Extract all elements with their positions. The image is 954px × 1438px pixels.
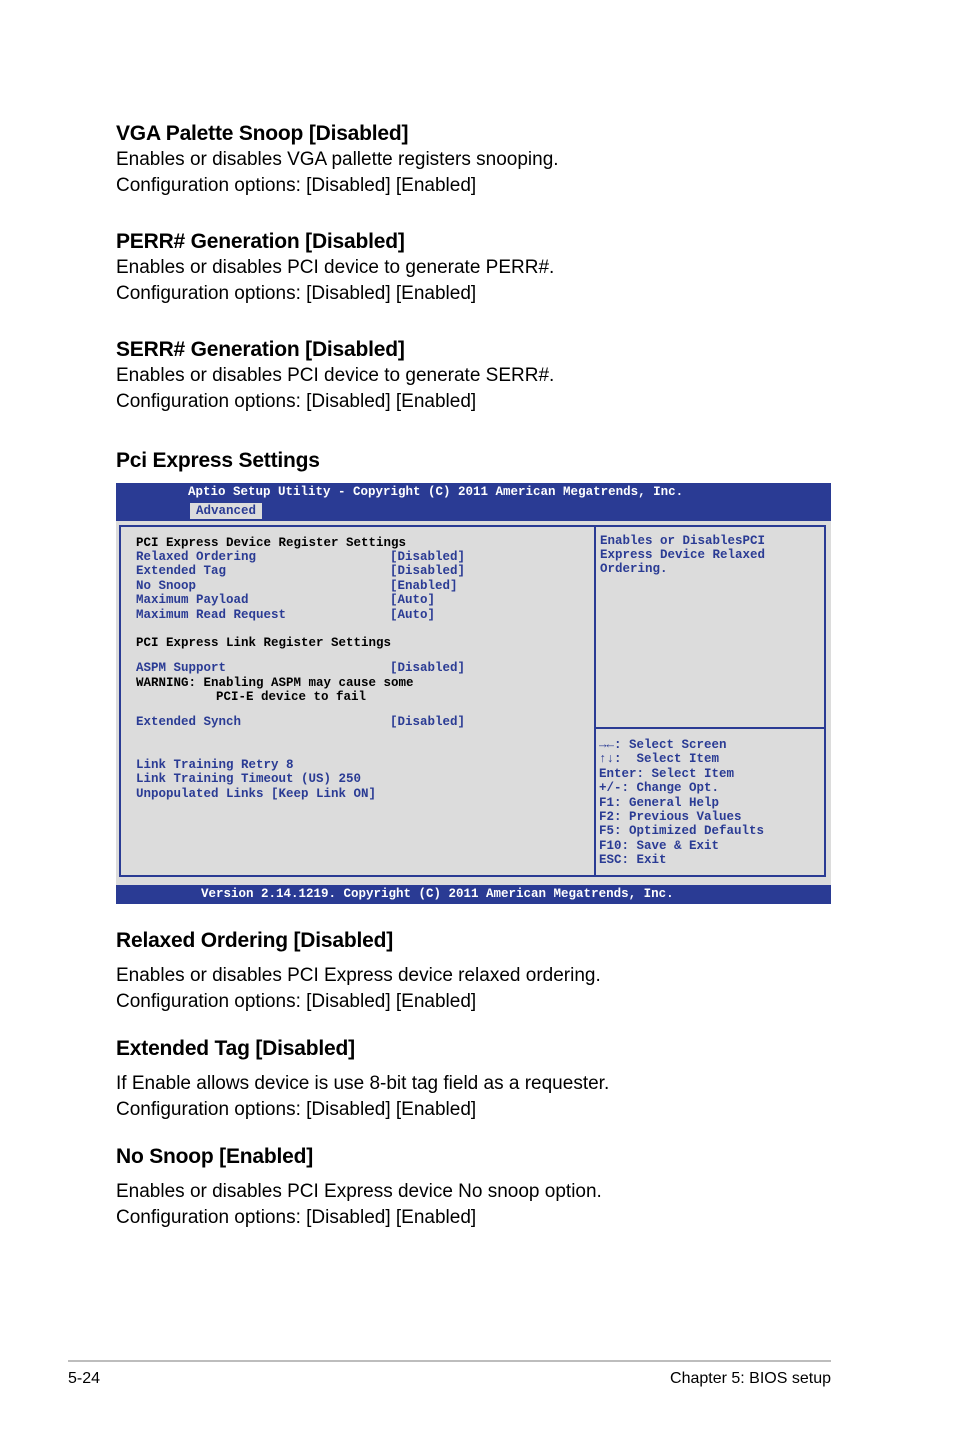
section-vga-palette-snoop bbox=[116, 121, 836, 199]
menu-item-extended-tag[interactable]: Extended Tag bbox=[136, 564, 227, 578]
section-heading: Extended Tag [Disabled] bbox=[116, 1037, 355, 1060]
menu-item-unpopulated-links[interactable]: Unpopulated Links [Keep Link ON] bbox=[136, 787, 377, 801]
menu-item-aspm-support[interactable]: ASPM Support bbox=[136, 661, 227, 675]
section-serr-generation bbox=[116, 337, 836, 415]
section-description: Enables or disables VGA pallette registers snooping. bbox=[116, 149, 559, 170]
key-hint: F5: Optimized Defaults bbox=[599, 824, 765, 838]
section-no-snoop bbox=[116, 1144, 836, 1231]
bios-screen bbox=[116, 483, 831, 904]
link-settings-header: PCI Express Link Register Settings bbox=[136, 636, 392, 650]
page-number: 5-24 bbox=[68, 1370, 101, 1387]
section-heading: No Snoop [Enabled] bbox=[116, 1145, 314, 1168]
section-heading: Relaxed Ordering [Disabled] bbox=[116, 929, 394, 952]
section-extended-tag bbox=[116, 1036, 836, 1123]
section-options: Configuration options: [Disabled] [Enabled] bbox=[116, 391, 477, 412]
section-options: Configuration options: [Disabled] [Enabled] bbox=[116, 1099, 477, 1120]
section-options: Configuration options: [Disabled] [Enabled] bbox=[116, 1207, 477, 1228]
device-settings-header: PCI Express Device Register Settings bbox=[136, 536, 407, 550]
section-heading: VGA Palette Snoop [Disabled] bbox=[116, 122, 409, 145]
section-options: Configuration options: [Disabled] [Enabled] bbox=[116, 175, 477, 196]
section-pci-express-settings bbox=[116, 448, 836, 474]
section-options: Configuration options: [Disabled] [Enabled] bbox=[116, 283, 477, 304]
menu-item-no-snoop[interactable]: No Snoop bbox=[136, 579, 197, 593]
tab-advanced[interactable]: Advanced bbox=[190, 503, 262, 519]
section-options: Configuration options: [Disabled] [Enabled] bbox=[116, 991, 477, 1012]
chapter-label: Chapter 5: BIOS setup bbox=[670, 1370, 831, 1387]
section-perr-generation bbox=[116, 229, 836, 307]
help-text: Enables or DisablesPCI bbox=[600, 534, 766, 548]
bios-version: Version 2.14.1219. Copyright (C) 2011 American Megatrends, Inc. bbox=[201, 887, 674, 901]
section-heading: Pci Express Settings bbox=[116, 449, 320, 472]
menu-item-maximum-payload[interactable]: Maximum Payload bbox=[136, 593, 249, 607]
key-hint: Enter: Select Item bbox=[599, 767, 735, 781]
footer-rule bbox=[68, 1360, 831, 1362]
menu-value-aspm-support[interactable]: [Disabled] bbox=[390, 661, 466, 675]
menu-item-link-training-timeout[interactable]: Link Training Timeout (US) 250 bbox=[136, 772, 362, 786]
section-relaxed-ordering bbox=[116, 928, 836, 1015]
key-hint: F10: Save & Exit bbox=[599, 839, 720, 853]
menu-value-relaxed-ordering[interactable]: [Disabled] bbox=[390, 550, 466, 564]
bios-title: Aptio Setup Utility - Copyright (C) 2011 American Megatrends, Inc. bbox=[188, 485, 684, 499]
menu-value-extended-synch[interactable]: [Disabled] bbox=[390, 715, 466, 729]
bios-status-bar bbox=[116, 885, 831, 904]
section-description: Enables or disables PCI Express device relaxed ordering. bbox=[116, 965, 601, 986]
key-hint: →←: Select Screen bbox=[599, 738, 727, 752]
section-description: Enables or disables PCI device to generate SERR#. bbox=[116, 365, 555, 386]
menu-value-maximum-payload[interactable]: [Auto] bbox=[390, 593, 436, 607]
menu-item-extended-synch[interactable]: Extended Synch bbox=[136, 715, 242, 729]
bios-divider bbox=[594, 525, 596, 877]
menu-value-extended-tag[interactable]: [Disabled] bbox=[390, 564, 466, 578]
key-hint: F2: Previous Values bbox=[599, 810, 742, 824]
menu-value-no-snoop[interactable]: [Enabled] bbox=[390, 579, 458, 593]
bios-title-bar bbox=[116, 483, 831, 521]
section-heading: SERR# Generation [Disabled] bbox=[116, 338, 405, 361]
menu-item-maximum-read-request[interactable]: Maximum Read Request bbox=[136, 608, 287, 622]
warning-text: WARNING: Enabling ASPM may cause some bbox=[136, 676, 414, 690]
help-text: Ordering. bbox=[600, 562, 668, 576]
section-description: Enables or disables PCI Express device No snoop option. bbox=[116, 1181, 602, 1202]
menu-item-relaxed-ordering[interactable]: Relaxed Ordering bbox=[136, 550, 257, 564]
key-hint: +/-: Change Opt. bbox=[599, 781, 720, 795]
key-hint: ↑↓: Select Item bbox=[599, 752, 720, 766]
help-text: Express Device Relaxed bbox=[600, 548, 766, 562]
section-heading: PERR# Generation [Disabled] bbox=[116, 230, 405, 253]
key-hint: ESC: Exit bbox=[599, 853, 667, 867]
section-description: If Enable allows device is use 8-bit tag field as a requester. bbox=[116, 1073, 610, 1094]
menu-item-link-training-retry[interactable]: Link Training Retry 8 bbox=[136, 758, 294, 772]
section-description: Enables or disables PCI device to generate PERR#. bbox=[116, 257, 555, 278]
bios-help-divider bbox=[596, 727, 826, 729]
warning-text-continued: PCI-E device to fail bbox=[216, 690, 367, 704]
menu-value-maximum-read-request[interactable]: [Auto] bbox=[390, 608, 436, 622]
key-hint: F1: General Help bbox=[599, 796, 720, 810]
